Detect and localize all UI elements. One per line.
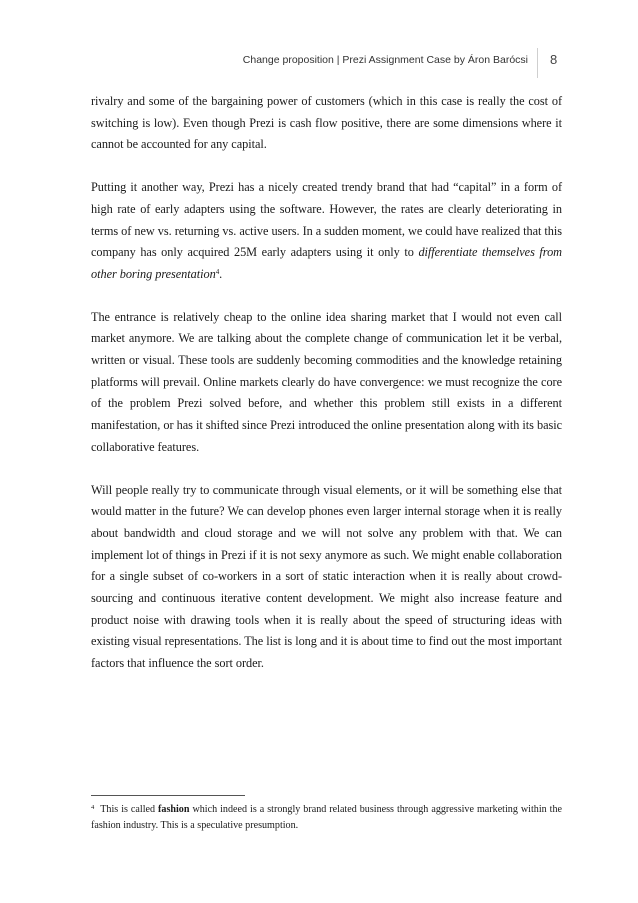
footnote-bold-term: fashion (158, 804, 190, 815)
paragraph-2-text: Putting it another way, Prezi has a nicely created trendy brand that had “capital” in a form of high rate of early adapters using the software. However, the rates are clearly deteriorating in terms of new vs. returning vs. active users. In a sudden moment, we could have realized that this company has only acquired 25M early adapters using it only to (91, 180, 562, 260)
footnote-text-end: which indeed is a strongly brand related business through aggressive marketing within the fashion industry. This is a speculative presumption. (91, 804, 562, 831)
header-title: Change proposition | Prezi Assignment Case by Áron Barócsi (242, 54, 528, 66)
footnote (91, 802, 562, 833)
body-text (91, 91, 562, 696)
paragraph-2-end: . (219, 266, 223, 281)
footnote-text-start: This is called (100, 804, 159, 815)
footnote-marker: 4 (91, 804, 95, 811)
paragraph-2 (91, 177, 562, 286)
header-divider (537, 48, 538, 78)
paragraph-4: Will people really try to communicate through visual elements, or it will be something else that would matter in the future? We can develop phones even larger internal storage when it is really about bandwidth and cloud storage and we will not solve any problem with that. We can implement lot of things in Prezi if it is not sexy anymore as such. We might enable collaboration for a single subset of co-workers in a sort of static interaction when it is really about crowd-sourcing and continuous iterative content development. We might also increase feature and product noise with drawing tools when it is really about the speed of structuring ideas with existing visual representations. The list is long and it is about time to find out the most important factors that influence the sort order. (91, 482, 562, 671)
page-header (0, 48, 638, 78)
paragraph-3: The entrance is relatively cheap to the online idea sharing market that I would not even call market anymore. We are talking about the complete change of communication let it be verbal, written or visual. These tools are suddenly becoming commodities and the knowledge retaining platforms will prevail. Online markets clearly do have convergence: we must recognize the core of the problem Prezi solved before, and whether this problem still exists in a different manifestation, or has it shifted since Prezi introduced the online presentation along with its basic collaborative features. (91, 309, 562, 454)
paragraph-1: rivalry and some of the bargaining power of customers (which in this case is really the cost of switching is low). Even though Prezi is cash flow positive, there are some dimensions where it cannot be accounted for any capital. (91, 94, 562, 152)
page-number: 8 (550, 52, 558, 67)
footnote-divider (91, 795, 245, 796)
paragraph-2-emphasis: differentiate themselves from other boring presentation (91, 245, 562, 281)
footnote-reference[interactable]: 4 (215, 267, 220, 276)
